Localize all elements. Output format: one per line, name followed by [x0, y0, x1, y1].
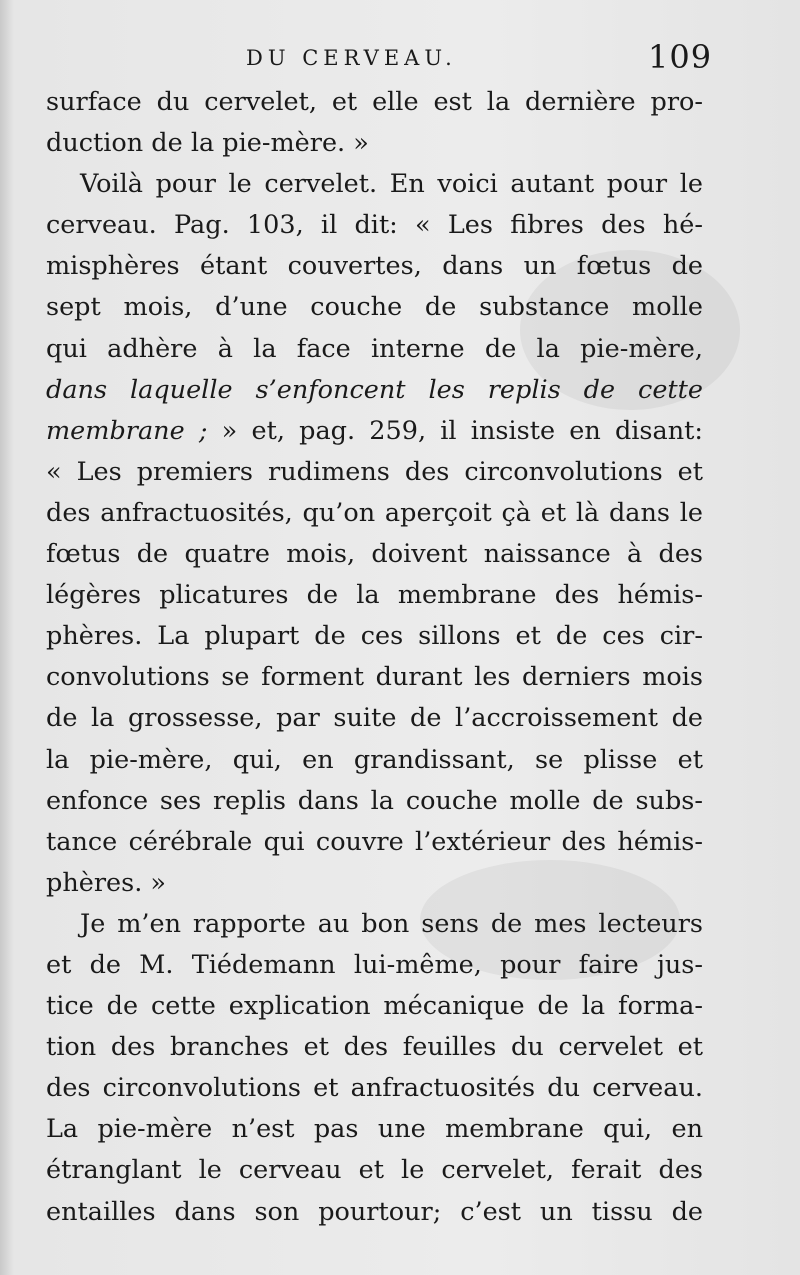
- text-line: tion des branches et des feuilles du cervelet et: [46, 1032, 703, 1063]
- text-line: des anfractuosités, qu’on aperçoit çà et là dans le: [46, 497, 703, 528]
- text-line: phères. »: [46, 867, 167, 898]
- text-line: duction de la pie-mère. »: [46, 128, 369, 159]
- text-line: Voilà pour le cervelet. En voici autant pour le: [80, 169, 703, 200]
- text-line: [46, 411, 703, 452]
- text-line: de la grossesse, par suite de l’accroissement de: [46, 703, 703, 734]
- text-line: phères. La plupart de ces sillons et de ces cir-: [46, 621, 703, 652]
- text-line: surface du cervelet, et elle est la dernière pro-: [46, 87, 703, 117]
- text-line: « Les premiers rudimens des circonvolutions et: [46, 456, 703, 487]
- text-fragment: » et, pag. 259, il insiste en disant:: [207, 415, 703, 446]
- text-line: entailles dans son pourtour; c’est un tissu de: [46, 1196, 703, 1227]
- italic-fragment: membrane ;: [46, 415, 208, 446]
- text-line: des circonvolutions et anfractuosités du cerveau.: [46, 1073, 703, 1104]
- text-line: tance cérébrale qui couvre l’extérieur des hémis-: [46, 826, 703, 857]
- text-line: cerveau. Pag. 103, il dit: « Les fibres des hé-: [46, 210, 703, 241]
- text-line: et de M. Tiédemann lui-même, pour faire jus-: [46, 949, 703, 980]
- text-line-italic: dans laquelle s’enfoncent les replis de cette: [46, 374, 703, 405]
- text-line: étranglant le cerveau et le cervelet, ferait des: [46, 1155, 703, 1186]
- text-line: misphères étant couvertes, dans un fœtus de: [46, 251, 703, 282]
- text-line: qui adhère à la face interne de la pie-mère,: [46, 333, 703, 364]
- page-header: [0, 40, 800, 80]
- text-line: la pie-mère, qui, en grandissant, se plisse et: [46, 744, 703, 775]
- text-line: sept mois, d’une couche de substance molle: [46, 292, 703, 323]
- text-line: enfonce ses replis dans la couche molle de subs-: [46, 785, 703, 816]
- text-line: légères plicatures de la membrane des hémis-: [46, 580, 703, 611]
- text-line: fœtus de quatre mois, doivent naissance à des: [46, 539, 703, 570]
- body-text: [46, 82, 703, 1233]
- text-line: Je m’en rapporte au bon sens de mes lecteurs: [80, 908, 703, 939]
- text-line: La pie-mère n’est pas une membrane qui, en: [46, 1114, 703, 1145]
- running-head: DU CERVEAU.: [246, 46, 457, 70]
- page-number: 109: [648, 38, 713, 76]
- text-line: tice de cette explication mécanique de la forma-: [46, 991, 703, 1022]
- text-line: convolutions se forment durant les derniers mois: [46, 662, 703, 693]
